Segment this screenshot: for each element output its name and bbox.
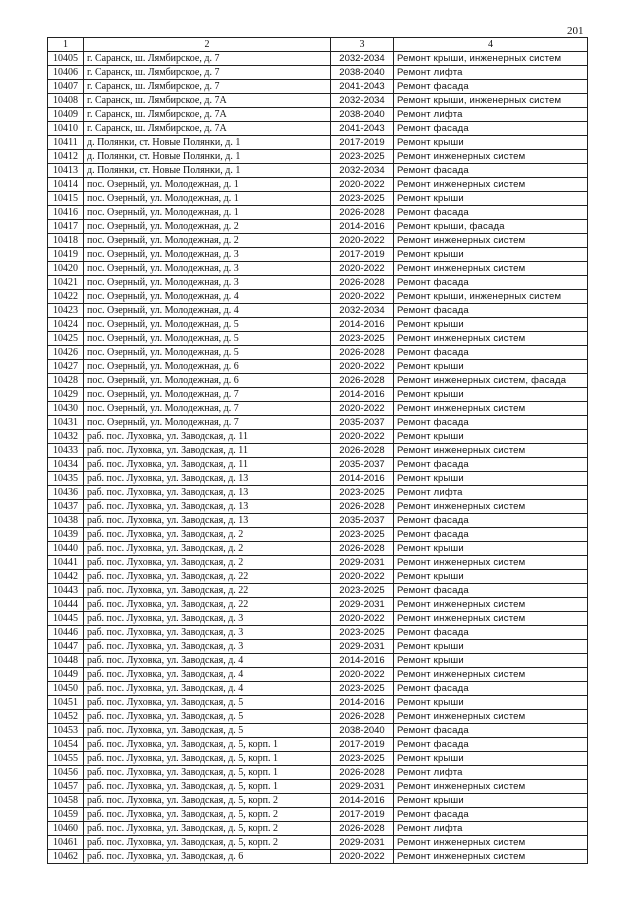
address-cell: раб. пос. Луховка, ул. Заводская, д. 3 — [84, 640, 331, 654]
period-cell: 2026-2028 — [331, 374, 394, 388]
row-number-cell: 10418 — [48, 234, 84, 248]
period-cell: 2038-2040 — [331, 108, 394, 122]
period-cell: 2026-2028 — [331, 822, 394, 836]
period-cell: 2032-2034 — [331, 304, 394, 318]
work-type-cell: Ремонт лифта — [394, 108, 588, 122]
table-row — [48, 150, 588, 164]
period-cell: 2017-2019 — [331, 808, 394, 822]
period-cell: 2038-2040 — [331, 66, 394, 80]
period-cell: 2017-2019 — [331, 136, 394, 150]
address-cell: пос. Озерный, ул. Молодежная, д. 5 — [84, 346, 331, 360]
work-type-cell: Ремонт инженерных систем — [394, 836, 588, 850]
table-row — [48, 626, 588, 640]
address-cell: раб. пос. Луховка, ул. Заводская, д. 22 — [84, 584, 331, 598]
work-type-cell: Ремонт крыши — [394, 752, 588, 766]
table-header-row — [48, 38, 588, 52]
table-row — [48, 584, 588, 598]
row-number-cell: 10406 — [48, 66, 84, 80]
table-row — [48, 458, 588, 472]
period-cell: 2014-2016 — [331, 472, 394, 486]
period-cell: 2014-2016 — [331, 388, 394, 402]
address-cell: пос. Озерный, ул. Молодежная, д. 7 — [84, 402, 331, 416]
period-cell: 2023-2025 — [331, 626, 394, 640]
address-cell: пос. Озерный, ул. Молодежная, д. 2 — [84, 234, 331, 248]
work-type-cell: Ремонт инженерных систем — [394, 556, 588, 570]
work-type-cell: Ремонт крыши — [394, 542, 588, 556]
address-cell: раб. пос. Луховка, ул. Заводская, д. 5 — [84, 724, 331, 738]
address-cell: раб. пос. Луховка, ул. Заводская, д. 5, корп. 2 — [84, 836, 331, 850]
address-cell: раб. пос. Луховка, ул. Заводская, д. 5, корп. 1 — [84, 752, 331, 766]
table-row — [48, 724, 588, 738]
row-number-cell: 10425 — [48, 332, 84, 346]
address-cell: раб. пос. Луховка, ул. Заводская, д. 13 — [84, 500, 331, 514]
address-cell: раб. пос. Луховка, ул. Заводская, д. 4 — [84, 654, 331, 668]
row-number-cell: 10421 — [48, 276, 84, 290]
work-type-cell: Ремонт фасада — [394, 724, 588, 738]
work-type-cell: Ремонт инженерных систем — [394, 598, 588, 612]
row-number-cell: 10429 — [48, 388, 84, 402]
row-number-cell: 10438 — [48, 514, 84, 528]
work-type-cell: Ремонт фасада — [394, 304, 588, 318]
table-row — [48, 374, 588, 388]
work-type-cell: Ремонт крыши — [394, 318, 588, 332]
row-number-cell: 10412 — [48, 150, 84, 164]
table-row — [48, 738, 588, 752]
row-number-cell: 10409 — [48, 108, 84, 122]
address-cell: пос. Озерный, ул. Молодежная, д. 4 — [84, 290, 331, 304]
work-type-cell: Ремонт крыши, инженерных систем — [394, 94, 588, 108]
period-cell: 2020-2022 — [331, 430, 394, 444]
row-number-cell: 10405 — [48, 52, 84, 66]
address-cell: раб. пос. Луховка, ул. Заводская, д. 3 — [84, 612, 331, 626]
work-type-cell: Ремонт крыши, фасада — [394, 220, 588, 234]
table-row — [48, 682, 588, 696]
table-row — [48, 794, 588, 808]
work-type-cell: Ремонт фасада — [394, 122, 588, 136]
row-number-cell: 10451 — [48, 696, 84, 710]
address-cell: пос. Озерный, ул. Молодежная, д. 2 — [84, 220, 331, 234]
table-row — [48, 290, 588, 304]
table-row — [48, 710, 588, 724]
work-type-cell: Ремонт крыши — [394, 570, 588, 584]
table-row — [48, 388, 588, 402]
address-cell: раб. пос. Луховка, ул. Заводская, д. 22 — [84, 598, 331, 612]
table-row — [48, 276, 588, 290]
work-type-cell: Ремонт инженерных систем — [394, 668, 588, 682]
address-cell: раб. пос. Луховка, ул. Заводская, д. 13 — [84, 472, 331, 486]
row-number-cell: 10446 — [48, 626, 84, 640]
table-row — [48, 178, 588, 192]
period-cell: 2041-2043 — [331, 122, 394, 136]
work-type-cell: Ремонт крыши — [394, 248, 588, 262]
period-cell: 2032-2034 — [331, 52, 394, 66]
row-number-cell: 10441 — [48, 556, 84, 570]
period-cell: 2017-2019 — [331, 248, 394, 262]
table-row — [48, 780, 588, 794]
period-cell: 2014-2016 — [331, 794, 394, 808]
period-cell: 2020-2022 — [331, 290, 394, 304]
table-row — [48, 570, 588, 584]
address-cell: пос. Озерный, ул. Молодежная, д. 6 — [84, 360, 331, 374]
row-number-cell: 10434 — [48, 458, 84, 472]
row-number-cell: 10408 — [48, 94, 84, 108]
address-cell: раб. пос. Луховка, ул. Заводская, д. 4 — [84, 682, 331, 696]
address-cell: пос. Озерный, ул. Молодежная, д. 3 — [84, 248, 331, 262]
row-number-cell: 10414 — [48, 178, 84, 192]
period-cell: 2023-2025 — [331, 332, 394, 346]
table-row — [48, 94, 588, 108]
table-row — [48, 220, 588, 234]
row-number-cell: 10450 — [48, 682, 84, 696]
period-cell: 2029-2031 — [331, 598, 394, 612]
row-number-cell: 10448 — [48, 654, 84, 668]
row-number-cell: 10413 — [48, 164, 84, 178]
table-row — [48, 514, 588, 528]
period-cell: 2023-2025 — [331, 752, 394, 766]
period-cell: 2020-2022 — [331, 570, 394, 584]
work-type-cell: Ремонт фасада — [394, 164, 588, 178]
row-number-cell: 10458 — [48, 794, 84, 808]
work-type-cell: Ремонт крыши, инженерных систем — [394, 290, 588, 304]
address-cell: раб. пос. Луховка, ул. Заводская, д. 11 — [84, 444, 331, 458]
table-row — [48, 528, 588, 542]
period-cell: 2035-2037 — [331, 514, 394, 528]
work-type-cell: Ремонт инженерных систем — [394, 850, 588, 864]
address-cell: раб. пос. Луховка, ул. Заводская, д. 4 — [84, 668, 331, 682]
address-cell: раб. пос. Луховка, ул. Заводская, д. 11 — [84, 458, 331, 472]
work-type-cell: Ремонт инженерных систем — [394, 780, 588, 794]
address-cell: раб. пос. Луховка, ул. Заводская, д. 2 — [84, 556, 331, 570]
work-type-cell: Ремонт фасада — [394, 346, 588, 360]
address-cell: раб. пос. Луховка, ул. Заводская, д. 22 — [84, 570, 331, 584]
row-number-cell: 10439 — [48, 528, 84, 542]
address-cell: пос. Озерный, ул. Молодежная, д. 1 — [84, 178, 331, 192]
period-cell: 2026-2028 — [331, 710, 394, 724]
work-type-cell: Ремонт фасада — [394, 682, 588, 696]
period-cell: 2026-2028 — [331, 346, 394, 360]
period-cell: 2020-2022 — [331, 262, 394, 276]
column-header-period: 3 — [331, 38, 394, 52]
work-type-cell: Ремонт фасада — [394, 416, 588, 430]
table-row — [48, 500, 588, 514]
work-type-cell: Ремонт лифта — [394, 66, 588, 80]
table-row — [48, 346, 588, 360]
row-number-cell: 10454 — [48, 738, 84, 752]
work-type-cell: Ремонт фасада — [394, 514, 588, 528]
table-row — [48, 556, 588, 570]
column-header-work-type: 4 — [394, 38, 588, 52]
row-number-cell: 10426 — [48, 346, 84, 360]
row-number-cell: 10461 — [48, 836, 84, 850]
work-type-cell: Ремонт фасада — [394, 206, 588, 220]
work-type-cell: Ремонт крыши — [394, 192, 588, 206]
row-number-cell: 10443 — [48, 584, 84, 598]
work-type-cell: Ремонт крыши — [394, 654, 588, 668]
work-type-cell: Ремонт фасада — [394, 276, 588, 290]
table-row — [48, 248, 588, 262]
row-number-cell: 10424 — [48, 318, 84, 332]
work-type-cell: Ремонт крыши — [394, 640, 588, 654]
row-number-cell: 10431 — [48, 416, 84, 430]
period-cell: 2023-2025 — [331, 584, 394, 598]
address-cell: г. Саранск, ш. Лямбирское, д. 7А — [84, 94, 331, 108]
period-cell: 2023-2025 — [331, 486, 394, 500]
row-number-cell: 10427 — [48, 360, 84, 374]
address-cell: пос. Озерный, ул. Молодежная, д. 7 — [84, 388, 331, 402]
row-number-cell: 10416 — [48, 206, 84, 220]
work-type-cell: Ремонт крыши — [394, 472, 588, 486]
period-cell: 2023-2025 — [331, 192, 394, 206]
work-type-cell: Ремонт крыши — [394, 136, 588, 150]
table-row — [48, 318, 588, 332]
period-cell: 2029-2031 — [331, 836, 394, 850]
address-cell: пос. Озерный, ул. Молодежная, д. 5 — [84, 318, 331, 332]
row-number-cell: 10436 — [48, 486, 84, 500]
row-number-cell: 10433 — [48, 444, 84, 458]
address-cell: раб. пос. Луховка, ул. Заводская, д. 6 — [84, 850, 331, 864]
row-number-cell: 10455 — [48, 752, 84, 766]
table-row — [48, 332, 588, 346]
address-cell: пос. Озерный, ул. Молодежная, д. 5 — [84, 332, 331, 346]
table-row — [48, 192, 588, 206]
table-row — [48, 696, 588, 710]
work-type-cell: Ремонт фасада — [394, 626, 588, 640]
work-type-cell: Ремонт крыши, инженерных систем — [394, 52, 588, 66]
table-row — [48, 80, 588, 94]
table-row — [48, 668, 588, 682]
period-cell: 2020-2022 — [331, 234, 394, 248]
address-cell: раб. пос. Луховка, ул. Заводская, д. 2 — [84, 542, 331, 556]
table-row — [48, 360, 588, 374]
address-cell: раб. пос. Луховка, ул. Заводская, д. 5 — [84, 710, 331, 724]
table-row — [48, 108, 588, 122]
address-cell: д. Полянки, ст. Новые Полянки, д. 1 — [84, 136, 331, 150]
table-row — [48, 752, 588, 766]
work-type-cell: Ремонт инженерных систем — [394, 402, 588, 416]
address-cell: г. Саранск, ш. Лямбирское, д. 7 — [84, 66, 331, 80]
period-cell: 2023-2025 — [331, 150, 394, 164]
period-cell: 2029-2031 — [331, 556, 394, 570]
row-number-cell: 10445 — [48, 612, 84, 626]
work-type-cell: Ремонт крыши — [394, 794, 588, 808]
period-cell: 2020-2022 — [331, 402, 394, 416]
period-cell: 2026-2028 — [331, 276, 394, 290]
table-row — [48, 654, 588, 668]
work-type-cell: Ремонт фасада — [394, 528, 588, 542]
period-cell: 2035-2037 — [331, 458, 394, 472]
work-type-cell: Ремонт лифта — [394, 822, 588, 836]
work-type-cell: Ремонт инженерных систем — [394, 262, 588, 276]
address-cell: раб. пос. Луховка, ул. Заводская, д. 5, корп. 1 — [84, 766, 331, 780]
table-row — [48, 416, 588, 430]
address-cell: раб. пос. Луховка, ул. Заводская, д. 3 — [84, 626, 331, 640]
work-type-cell: Ремонт крыши — [394, 696, 588, 710]
period-cell: 2026-2028 — [331, 766, 394, 780]
work-type-cell: Ремонт лифта — [394, 486, 588, 500]
period-cell: 2020-2022 — [331, 668, 394, 682]
repair-schedule-table — [47, 37, 588, 864]
row-number-cell: 10462 — [48, 850, 84, 864]
address-cell: пос. Озерный, ул. Молодежная, д. 6 — [84, 374, 331, 388]
period-cell: 2038-2040 — [331, 724, 394, 738]
address-cell: д. Полянки, ст. Новые Полянки, д. 1 — [84, 150, 331, 164]
row-number-cell: 10435 — [48, 472, 84, 486]
row-number-cell: 10407 — [48, 80, 84, 94]
address-cell: г. Саранск, ш. Лямбирское, д. 7 — [84, 52, 331, 66]
table-row — [48, 822, 588, 836]
table-row — [48, 598, 588, 612]
period-cell: 2026-2028 — [331, 542, 394, 556]
page-number: 201 — [567, 25, 584, 37]
table-row — [48, 640, 588, 654]
work-type-cell: Ремонт инженерных систем — [394, 178, 588, 192]
address-cell: раб. пос. Луховка, ул. Заводская, д. 13 — [84, 486, 331, 500]
work-type-cell: Ремонт инженерных систем — [394, 234, 588, 248]
period-cell: 2026-2028 — [331, 500, 394, 514]
work-type-cell: Ремонт фасада — [394, 808, 588, 822]
row-number-cell: 10432 — [48, 430, 84, 444]
row-number-cell: 10453 — [48, 724, 84, 738]
work-type-cell: Ремонт инженерных систем — [394, 710, 588, 724]
period-cell: 2020-2022 — [331, 360, 394, 374]
work-type-cell: Ремонт инженерных систем — [394, 500, 588, 514]
work-type-cell: Ремонт инженерных систем — [394, 444, 588, 458]
period-cell: 2014-2016 — [331, 696, 394, 710]
table-row — [48, 430, 588, 444]
row-number-cell: 10437 — [48, 500, 84, 514]
work-type-cell: Ремонт крыши — [394, 360, 588, 374]
row-number-cell: 10440 — [48, 542, 84, 556]
address-cell: раб. пос. Луховка, ул. Заводская, д. 2 — [84, 528, 331, 542]
address-cell: раб. пос. Луховка, ул. Заводская, д. 5, корп. 2 — [84, 808, 331, 822]
address-cell: г. Саранск, ш. Лямбирское, д. 7А — [84, 122, 331, 136]
column-header-number: 1 — [48, 38, 84, 52]
work-type-cell: Ремонт крыши — [394, 430, 588, 444]
row-number-cell: 10430 — [48, 402, 84, 416]
address-cell: г. Саранск, ш. Лямбирское, д. 7А — [84, 108, 331, 122]
address-cell: пос. Озерный, ул. Молодежная, д. 3 — [84, 262, 331, 276]
period-cell: 2014-2016 — [331, 220, 394, 234]
table-row — [48, 402, 588, 416]
table-row — [48, 136, 588, 150]
work-type-cell: Ремонт инженерных систем — [394, 150, 588, 164]
row-number-cell: 10442 — [48, 570, 84, 584]
work-type-cell: Ремонт фасада — [394, 458, 588, 472]
row-number-cell: 10417 — [48, 220, 84, 234]
period-cell: 2023-2025 — [331, 682, 394, 696]
row-number-cell: 10460 — [48, 822, 84, 836]
table-row — [48, 164, 588, 178]
row-number-cell: 10422 — [48, 290, 84, 304]
period-cell: 2017-2019 — [331, 738, 394, 752]
table-body — [48, 52, 588, 864]
table-row — [48, 472, 588, 486]
row-number-cell: 10459 — [48, 808, 84, 822]
row-number-cell: 10452 — [48, 710, 84, 724]
address-cell: раб. пос. Луховка, ул. Заводская, д. 5, корп. 1 — [84, 738, 331, 752]
address-cell: пос. Озерный, ул. Молодежная, д. 3 — [84, 276, 331, 290]
address-cell: пос. Озерный, ул. Молодежная, д. 1 — [84, 206, 331, 220]
address-cell: пос. Озерный, ул. Молодежная, д. 7 — [84, 416, 331, 430]
work-type-cell: Ремонт инженерных систем, фасада — [394, 374, 588, 388]
address-cell: пос. Озерный, ул. Молодежная, д. 4 — [84, 304, 331, 318]
table-row — [48, 122, 588, 136]
row-number-cell: 10419 — [48, 248, 84, 262]
period-cell: 2029-2031 — [331, 780, 394, 794]
row-number-cell: 10411 — [48, 136, 84, 150]
row-number-cell: 10456 — [48, 766, 84, 780]
period-cell: 2032-2034 — [331, 94, 394, 108]
work-type-cell: Ремонт крыши — [394, 388, 588, 402]
row-number-cell: 10444 — [48, 598, 84, 612]
table-row — [48, 52, 588, 66]
work-type-cell: Ремонт инженерных систем — [394, 612, 588, 626]
table-row — [48, 766, 588, 780]
address-cell: раб. пос. Луховка, ул. Заводская, д. 5, корп. 2 — [84, 822, 331, 836]
address-cell: раб. пос. Луховка, ул. Заводская, д. 11 — [84, 430, 331, 444]
work-type-cell: Ремонт фасада — [394, 80, 588, 94]
address-cell: д. Полянки, ст. Новые Полянки, д. 1 — [84, 164, 331, 178]
table-row — [48, 444, 588, 458]
period-cell: 2041-2043 — [331, 80, 394, 94]
table-row — [48, 486, 588, 500]
address-cell: раб. пос. Луховка, ул. Заводская, д. 5, корп. 2 — [84, 794, 331, 808]
row-number-cell: 10449 — [48, 668, 84, 682]
work-type-cell: Ремонт лифта — [394, 766, 588, 780]
period-cell: 2014-2016 — [331, 318, 394, 332]
address-cell: раб. пос. Луховка, ул. Заводская, д. 13 — [84, 514, 331, 528]
work-type-cell: Ремонт инженерных систем — [394, 332, 588, 346]
row-number-cell: 10420 — [48, 262, 84, 276]
period-cell: 2014-2016 — [331, 654, 394, 668]
period-cell: 2020-2022 — [331, 850, 394, 864]
table-row — [48, 612, 588, 626]
row-number-cell: 10457 — [48, 780, 84, 794]
address-cell: раб. пос. Луховка, ул. Заводская, д. 5 — [84, 696, 331, 710]
column-header-address: 2 — [84, 38, 331, 52]
period-cell: 2029-2031 — [331, 640, 394, 654]
address-cell: г. Саранск, ш. Лямбирское, д. 7 — [84, 80, 331, 94]
work-type-cell: Ремонт фасада — [394, 584, 588, 598]
row-number-cell: 10410 — [48, 122, 84, 136]
address-cell: пос. Озерный, ул. Молодежная, д. 1 — [84, 192, 331, 206]
table-row — [48, 304, 588, 318]
table-row — [48, 262, 588, 276]
table-row — [48, 850, 588, 864]
table-row — [48, 206, 588, 220]
period-cell: 2026-2028 — [331, 206, 394, 220]
row-number-cell: 10428 — [48, 374, 84, 388]
row-number-cell: 10423 — [48, 304, 84, 318]
period-cell: 2035-2037 — [331, 416, 394, 430]
table-row — [48, 542, 588, 556]
row-number-cell: 10447 — [48, 640, 84, 654]
row-number-cell: 10415 — [48, 192, 84, 206]
period-cell: 2032-2034 — [331, 164, 394, 178]
period-cell: 2020-2022 — [331, 178, 394, 192]
table-row — [48, 66, 588, 80]
period-cell: 2023-2025 — [331, 528, 394, 542]
table-row — [48, 234, 588, 248]
period-cell: 2026-2028 — [331, 444, 394, 458]
table-row — [48, 808, 588, 822]
period-cell: 2020-2022 — [331, 612, 394, 626]
address-cell: раб. пос. Луховка, ул. Заводская, д. 5, корп. 1 — [84, 780, 331, 794]
table-row — [48, 836, 588, 850]
work-type-cell: Ремонт фасада — [394, 738, 588, 752]
